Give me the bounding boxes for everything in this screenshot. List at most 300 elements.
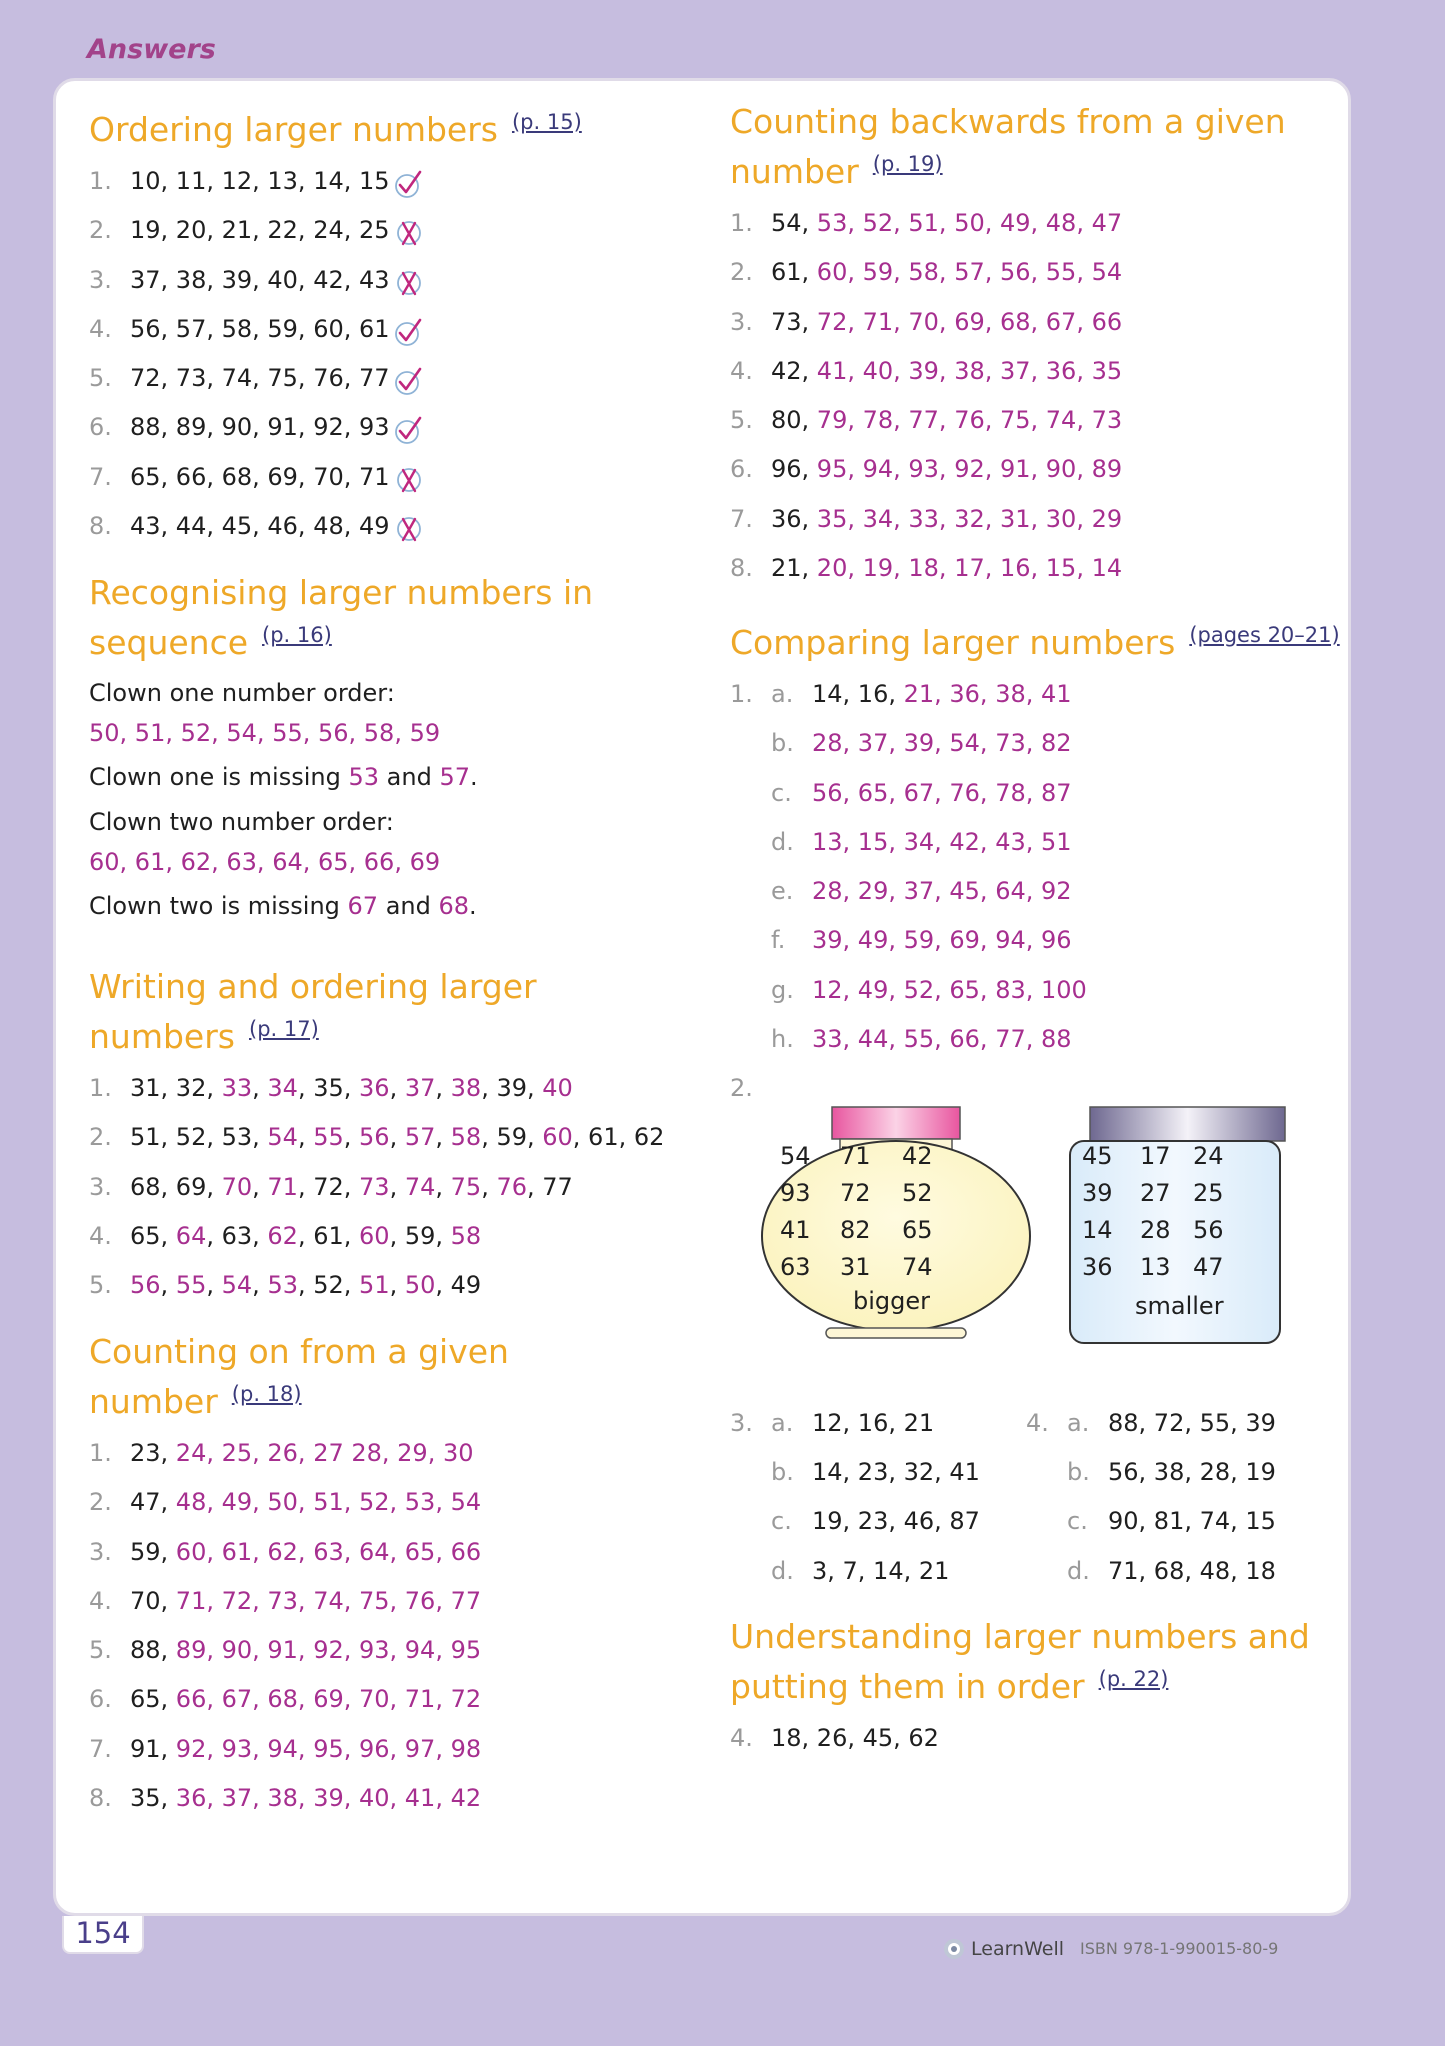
- filled-numbers: 12, 49, 52, 65, 83, 100: [812, 975, 1087, 1004]
- answer-row: [730, 495, 1330, 544]
- answer-text: [812, 769, 1072, 818]
- page-ref: (p. 15): [511, 110, 582, 134]
- answer-text: 71, 68, 48, 18: [1108, 1556, 1276, 1585]
- questions-3-4: [730, 1399, 1340, 1599]
- filled-numbers: 21, 36, 38, 41: [903, 680, 1072, 708]
- jar-number: 47: [1193, 1252, 1224, 1281]
- filled-numbers: 33, 44, 55, 66, 77, 88: [812, 1025, 1072, 1054]
- jar-number: 13: [1140, 1252, 1171, 1281]
- answer-row: [730, 445, 1330, 494]
- answer-text: [812, 1015, 1072, 1064]
- item-number: 6.: [89, 413, 112, 442]
- answer-list: [730, 199, 1330, 593]
- answer-row: [89, 403, 689, 452]
- answer-row: [1026, 1399, 1336, 1448]
- item-number: 4.: [730, 356, 753, 385]
- clown-one-missing: Clown one is missing 53 and 57.: [89, 763, 478, 791]
- filled-number: 73: [359, 1172, 390, 1201]
- answer-text: 88, 72, 55, 39: [1108, 1408, 1276, 1437]
- jar-number: 54: [780, 1141, 811, 1170]
- item-number: 4.: [89, 1221, 112, 1250]
- given-number: ,: [481, 1172, 497, 1201]
- filled-numbers: 28, 37, 39, 54, 73, 82: [812, 729, 1072, 758]
- filled-numbers: 66, 67, 68, 69, 70, 71, 72: [175, 1685, 482, 1714]
- filled-numbers: 41, 40, 39, 38, 37, 36, 35: [816, 356, 1123, 385]
- cross-mark-icon: [394, 266, 424, 296]
- item-number: 8.: [89, 1784, 112, 1813]
- given-number: , 59,: [481, 1123, 543, 1152]
- item-number: 3.: [89, 265, 112, 294]
- filled-numbers: 53, 52, 51, 50, 49, 48, 47: [816, 209, 1123, 237]
- clown-one-order: 50, 51, 52, 54, 55, 56, 58, 59: [89, 719, 441, 747]
- answer-text: [771, 495, 1122, 544]
- jar-number: 74: [902, 1252, 933, 1281]
- given-number: 61,: [771, 258, 817, 287]
- given-number: 73,: [771, 307, 817, 336]
- answer-text: [812, 670, 1072, 719]
- jar-number: 28: [1140, 1215, 1171, 1244]
- answer-row: [89, 1577, 689, 1626]
- jar-number: 24: [1193, 1141, 1224, 1170]
- item-number: 2.: [89, 1123, 112, 1152]
- given-number: 70,: [130, 1586, 176, 1615]
- answer-text: [812, 916, 1072, 965]
- answer-row: [730, 1448, 1020, 1497]
- item-letter: b.: [771, 729, 794, 758]
- answer-row: [89, 1113, 689, 1162]
- counting-backwards-section: [730, 101, 1330, 593]
- item-number: 1.: [730, 680, 753, 708]
- writing-section: [89, 966, 689, 1310]
- filled-numbers: 13, 15, 34, 42, 43, 51: [812, 827, 1072, 856]
- item-number: 1.: [89, 1439, 112, 1467]
- filled-number: 55: [313, 1123, 344, 1152]
- page-ref: (p. 22): [1098, 1667, 1169, 1691]
- given-number: 91,: [130, 1734, 176, 1763]
- filled-number: 36: [359, 1074, 390, 1102]
- given-number: 21,: [771, 554, 817, 583]
- answer-value: 10, 11, 12, 13, 14, 15: [130, 167, 390, 195]
- item-number: 7.: [89, 462, 112, 491]
- jar-number: 93: [780, 1178, 811, 1207]
- item-number: 3.: [89, 1537, 112, 1566]
- given-number: , 77: [527, 1172, 573, 1201]
- given-number: , 63,: [206, 1221, 268, 1250]
- jar-number: 36: [1082, 1252, 1113, 1281]
- given-number: , 49: [435, 1271, 482, 1300]
- brand-logo: [943, 1938, 1064, 1960]
- filled-number: 54: [221, 1271, 253, 1300]
- answer-text: [130, 354, 424, 403]
- answer-text: [130, 305, 424, 354]
- answer-text: [130, 1064, 573, 1113]
- page-ref: (pages 20–21): [1189, 623, 1340, 647]
- answer-row: [89, 1064, 689, 1113]
- filled-number: 62: [267, 1221, 298, 1250]
- given-number: ,: [252, 1172, 268, 1201]
- filled-number: 64: [175, 1221, 207, 1250]
- answer-text: 12, 16, 21: [812, 1408, 935, 1437]
- clown-one-label: Clown one number order:: [89, 679, 395, 707]
- jars-figure: [730, 1114, 1340, 1389]
- answer-text: 14, 23, 32, 41: [812, 1457, 980, 1486]
- filled-numbers: 60, 61, 62, 63, 64, 65, 66: [175, 1537, 482, 1566]
- jar-number: 31: [840, 1252, 871, 1281]
- item-letter: a.: [771, 1408, 794, 1437]
- answer-text: [771, 298, 1122, 347]
- answer-text: [130, 1725, 481, 1774]
- jar-number: 27: [1140, 1178, 1171, 1207]
- section-title: Understanding larger numbers and putting them in order $^{(p. 22)}$: [730, 1617, 1310, 1706]
- answer-row: [89, 1429, 689, 1478]
- page-ref: (p. 18): [231, 1382, 302, 1406]
- answer-row: [89, 1261, 689, 1310]
- jar-number: 82: [840, 1215, 871, 1244]
- given-number: 65,: [130, 1685, 176, 1714]
- section-title: Counting backwards from a given number $^{(p. 19)}$: [730, 102, 1286, 191]
- given-number: 31, 32,: [130, 1074, 222, 1102]
- cross-mark-icon: [394, 216, 424, 246]
- item-letter: c.: [771, 778, 792, 807]
- page-ref: (p. 16): [262, 623, 332, 647]
- answer-row: [89, 1675, 689, 1724]
- answer-text: [771, 544, 1122, 593]
- given-number: , 35,: [297, 1074, 360, 1102]
- item-number: 8.: [730, 554, 753, 583]
- filled-number: 34: [267, 1074, 298, 1102]
- answer-text: [130, 1429, 474, 1478]
- jar-number: 71: [840, 1141, 871, 1170]
- item-number: 5.: [89, 364, 112, 393]
- given-numbers: 14, 16,: [812, 680, 904, 708]
- item-number: 4.: [1026, 1408, 1049, 1437]
- answer-text: [130, 403, 424, 452]
- item-letter: d.: [771, 1556, 794, 1585]
- item-number: 3.: [730, 1408, 753, 1437]
- filled-number: 55: [175, 1271, 207, 1300]
- item-number: 7.: [730, 504, 753, 533]
- item-number: 5.: [89, 1636, 112, 1665]
- given-number: , 39,: [481, 1074, 543, 1102]
- answer-text: [130, 157, 424, 206]
- answer-text: [130, 1675, 481, 1724]
- answer-text: [130, 453, 424, 502]
- filled-number: 60: [359, 1221, 390, 1250]
- answer-row: [89, 1163, 689, 1212]
- item-number: 2.: [89, 216, 112, 245]
- filled-numbers: 39, 49, 59, 69, 94, 96: [812, 926, 1072, 955]
- jar-number: 63: [780, 1252, 811, 1281]
- filled-numbers: 36, 37, 38, 39, 40, 41, 42: [175, 1784, 482, 1813]
- given-number: 23,: [130, 1439, 176, 1467]
- answer-row: [730, 670, 1340, 719]
- counting-on-section: [89, 1331, 689, 1823]
- item-number: 2.: [89, 1488, 112, 1517]
- cross-mark-icon: [394, 463, 424, 493]
- given-number: 47,: [130, 1488, 176, 1517]
- given-number: 42,: [771, 356, 817, 385]
- filled-number: 56: [359, 1123, 390, 1152]
- filled-numbers: 24, 25, 26, 27 28, 29, 30: [175, 1439, 474, 1467]
- answer-row: [89, 453, 689, 502]
- answer-row: [1026, 1547, 1336, 1596]
- filled-numbers: 79, 78, 77, 76, 75, 74, 73: [816, 406, 1123, 435]
- given-number: , 61, 62: [572, 1123, 665, 1152]
- given-number: , 72,: [297, 1172, 360, 1201]
- answer-row: [730, 347, 1330, 396]
- given-number: , 59,: [389, 1221, 451, 1250]
- item-number: 4.: [89, 314, 112, 343]
- filled-number: 40: [542, 1074, 573, 1102]
- question-3-list: [730, 1399, 1020, 1596]
- answer-text: 3, 7, 14, 21: [812, 1556, 950, 1585]
- answer-text: [771, 445, 1122, 494]
- answer-row: [730, 1399, 1020, 1448]
- given-number: ,: [160, 1271, 176, 1300]
- item-number: 6.: [730, 455, 753, 484]
- answer-row: [730, 818, 1340, 867]
- answer-text: [130, 256, 424, 305]
- filled-number: 51: [359, 1271, 390, 1300]
- answer-row: [730, 916, 1340, 965]
- item-number: 5.: [730, 406, 753, 435]
- given-number: ,: [343, 1123, 360, 1152]
- filled-number: 76: [496, 1172, 527, 1201]
- smaller-label: smaller: [1135, 1291, 1224, 1320]
- bigger-label: bigger: [853, 1286, 931, 1315]
- filled-number: 60: [542, 1123, 573, 1152]
- page-ref: (p. 19): [872, 152, 943, 176]
- given-number: ,: [435, 1074, 451, 1102]
- answer-row: [89, 305, 689, 354]
- answer-text: [130, 1577, 481, 1626]
- item-letter: d.: [1067, 1556, 1090, 1585]
- page-number: 154: [62, 1916, 144, 1954]
- item-number: 1.: [89, 1074, 112, 1102]
- answer-row: [730, 719, 1340, 768]
- answer-row: [89, 1478, 689, 1527]
- answer-list: [89, 1064, 689, 1310]
- answer-row: [730, 867, 1340, 916]
- answer-row: [730, 1015, 1340, 1064]
- item-number: 5.: [89, 1271, 112, 1300]
- given-number: , 52,: [297, 1271, 360, 1300]
- section-title: Comparing larger numbers $^{(pages 20-21)}$: [730, 623, 1340, 662]
- answer-text: 90, 81, 74, 15: [1108, 1507, 1276, 1536]
- answer-value: 72, 73, 74, 75, 76, 77: [130, 364, 390, 393]
- answer-text: [130, 1774, 481, 1823]
- page-ref: (p. 17): [249, 1017, 319, 1041]
- filled-number: 74: [404, 1172, 436, 1201]
- answer-list: [730, 670, 1340, 1064]
- answer-row: [1026, 1448, 1336, 1497]
- answer-text: [771, 347, 1122, 396]
- answer-row: [89, 1212, 689, 1261]
- item-letter: e.: [771, 877, 794, 906]
- item-number: 3.: [89, 1172, 112, 1201]
- answer-value: 37, 38, 39, 40, 42, 43: [130, 265, 390, 294]
- section-title: Writing and ordering larger numbers $^{(p. 17)}$: [89, 967, 537, 1056]
- jar-number: 17: [1140, 1141, 1171, 1170]
- item-number: 1.: [730, 209, 753, 237]
- answer-value: 19, 20, 21, 22, 24, 25: [130, 216, 390, 245]
- filled-numbers: 48, 49, 50, 51, 52, 53, 54: [175, 1488, 482, 1517]
- item-number: 8.: [89, 512, 112, 541]
- answer-text: [812, 818, 1072, 867]
- answer-row: 4. 18, 26, 45, 62: [730, 1724, 939, 1752]
- given-number: 35,: [130, 1784, 176, 1813]
- answer-text: [130, 1528, 481, 1577]
- understanding-section: [730, 1616, 1340, 1763]
- question-4-list: [1026, 1399, 1336, 1596]
- item-number: 7.: [89, 1734, 112, 1763]
- jar-number: 72: [840, 1178, 871, 1207]
- section-title: Recognising larger numbers in sequence $^{(p. 16)}$: [89, 573, 594, 662]
- answer-text: 19, 23, 46, 87: [812, 1507, 980, 1536]
- given-number: 68, 69,: [130, 1172, 222, 1201]
- filled-numbers: 92, 93, 94, 95, 96, 97, 98: [175, 1734, 482, 1763]
- answer-value: 65, 66, 68, 69, 70, 71: [130, 462, 390, 491]
- item-letter: b.: [771, 1457, 794, 1486]
- item-letter: a.: [771, 680, 794, 708]
- answer-text: [130, 1626, 481, 1675]
- given-number: 36,: [771, 504, 817, 533]
- answer-row: [730, 769, 1340, 818]
- item-number: 3.: [730, 307, 753, 336]
- answer-row: [730, 248, 1330, 297]
- recognising-section: [89, 572, 689, 931]
- given-number: , 61,: [297, 1221, 360, 1250]
- filled-number: 70: [221, 1172, 253, 1201]
- given-number: 59,: [130, 1537, 176, 1566]
- filled-numbers: 20, 19, 18, 17, 16, 15, 14: [816, 554, 1123, 583]
- answer-text: 56, 38, 28, 19: [1108, 1457, 1276, 1486]
- item-number: 4.: [89, 1586, 112, 1615]
- answer-text: [130, 1478, 481, 1527]
- jar-number: 39: [1082, 1178, 1113, 1207]
- answers-card: [53, 78, 1351, 1916]
- jar-number: 41: [780, 1215, 811, 1244]
- answer-list: [89, 1429, 689, 1823]
- filled-numbers: 28, 29, 37, 45, 64, 92: [812, 877, 1072, 906]
- item-letter: d.: [771, 827, 794, 856]
- answer-text: [130, 1113, 664, 1162]
- answer-row: [730, 199, 1330, 248]
- answer-row: [730, 298, 1330, 347]
- filled-number: 54: [267, 1123, 298, 1152]
- filled-number: 58: [450, 1221, 482, 1250]
- filled-number: 58: [450, 1123, 482, 1152]
- clown-two-order: 60, 61, 62, 63, 64, 65, 66, 69: [89, 848, 441, 876]
- answer-list: [89, 157, 689, 551]
- jars-illustration: [730, 1102, 1330, 1377]
- filled-numbers: 35, 34, 33, 32, 31, 30, 29: [816, 504, 1123, 533]
- given-number: ,: [389, 1271, 405, 1300]
- answer-text: [812, 966, 1087, 1015]
- filled-number: 38: [450, 1074, 482, 1102]
- section-title: Counting on from a given number $^{(p. 18)}$: [89, 1332, 509, 1421]
- clown-answers: [89, 673, 689, 931]
- item-number: 2.: [730, 258, 753, 287]
- answer-text: [771, 248, 1122, 297]
- answer-row: [89, 502, 689, 551]
- clown-two-missing: Clown two is missing 67 and 68.: [89, 892, 477, 920]
- brand-name: LearnWell: [971, 1938, 1065, 1960]
- filled-number: 71: [267, 1172, 298, 1201]
- item-letter: c.: [1067, 1507, 1088, 1536]
- filled-numbers: 89, 90, 91, 92, 93, 94, 95: [175, 1636, 482, 1665]
- cross-mark-icon: [394, 512, 424, 542]
- given-number: 51, 52, 53,: [130, 1123, 268, 1152]
- filled-number: 57: [404, 1123, 436, 1152]
- given-number: ,: [206, 1271, 222, 1300]
- given-number: ,: [252, 1271, 268, 1300]
- jar-number: 45: [1082, 1141, 1113, 1170]
- answer-row: [730, 1547, 1020, 1596]
- answer-row: [89, 1725, 689, 1774]
- jar-number: 25: [1193, 1178, 1224, 1207]
- item-letter: c.: [771, 1507, 792, 1536]
- answer-value: 43, 44, 45, 46, 48, 49: [130, 512, 390, 541]
- clown-two-label: Clown two number order:: [89, 808, 394, 836]
- item-letter: h.: [771, 1025, 794, 1054]
- item-letter: b.: [1067, 1457, 1090, 1486]
- comparing-section: [730, 614, 1340, 1599]
- answer-text: [812, 719, 1072, 768]
- answer-text: [771, 396, 1122, 445]
- jar-number: 42: [902, 1141, 933, 1170]
- filled-numbers: 60, 59, 58, 57, 56, 55, 54: [816, 258, 1123, 287]
- answer-text: [130, 502, 424, 551]
- answer-row: [1026, 1497, 1336, 1546]
- filled-number: 37: [404, 1074, 436, 1102]
- jar-number: 14: [1082, 1215, 1113, 1244]
- answer-row: [730, 396, 1330, 445]
- tick-mark-icon: [394, 167, 424, 197]
- jar-number: 52: [902, 1178, 933, 1207]
- section-header: Answers: [87, 34, 216, 65]
- learnwell-logo-icon: [943, 1938, 965, 1960]
- item-letter: g.: [771, 975, 794, 1004]
- given-number: 88,: [130, 1636, 176, 1665]
- answer-text: [771, 199, 1122, 248]
- given-number: ,: [435, 1123, 451, 1152]
- filled-numbers: 56, 65, 67, 76, 78, 87: [812, 778, 1072, 807]
- given-number: ,: [297, 1123, 314, 1152]
- item-number: 1.: [89, 167, 112, 195]
- item-letter: f.: [771, 926, 786, 955]
- answer-text: [130, 1163, 573, 1212]
- given-number: 54,: [771, 209, 817, 237]
- filled-numbers: 72, 71, 70, 69, 68, 67, 66: [816, 307, 1123, 336]
- answer-row: [730, 966, 1340, 1015]
- answer-row: [89, 354, 689, 403]
- answer-row: [89, 1528, 689, 1577]
- given-number: 80,: [771, 406, 817, 435]
- given-number: ,: [389, 1074, 405, 1102]
- answer-text: [130, 206, 424, 255]
- answer-row: [89, 1626, 689, 1675]
- item-number: 6.: [89, 1685, 112, 1714]
- given-number: 96,: [771, 455, 817, 484]
- filled-number: 53: [267, 1271, 298, 1300]
- filled-number: 75: [450, 1172, 482, 1201]
- jar-number: 56: [1193, 1215, 1224, 1244]
- given-number: ,: [389, 1123, 405, 1152]
- answer-value: 88, 89, 90, 91, 92, 93: [130, 413, 390, 442]
- answer-row: [730, 544, 1330, 593]
- section-title: Ordering larger numbers $^{(p. 15)}$: [89, 110, 582, 149]
